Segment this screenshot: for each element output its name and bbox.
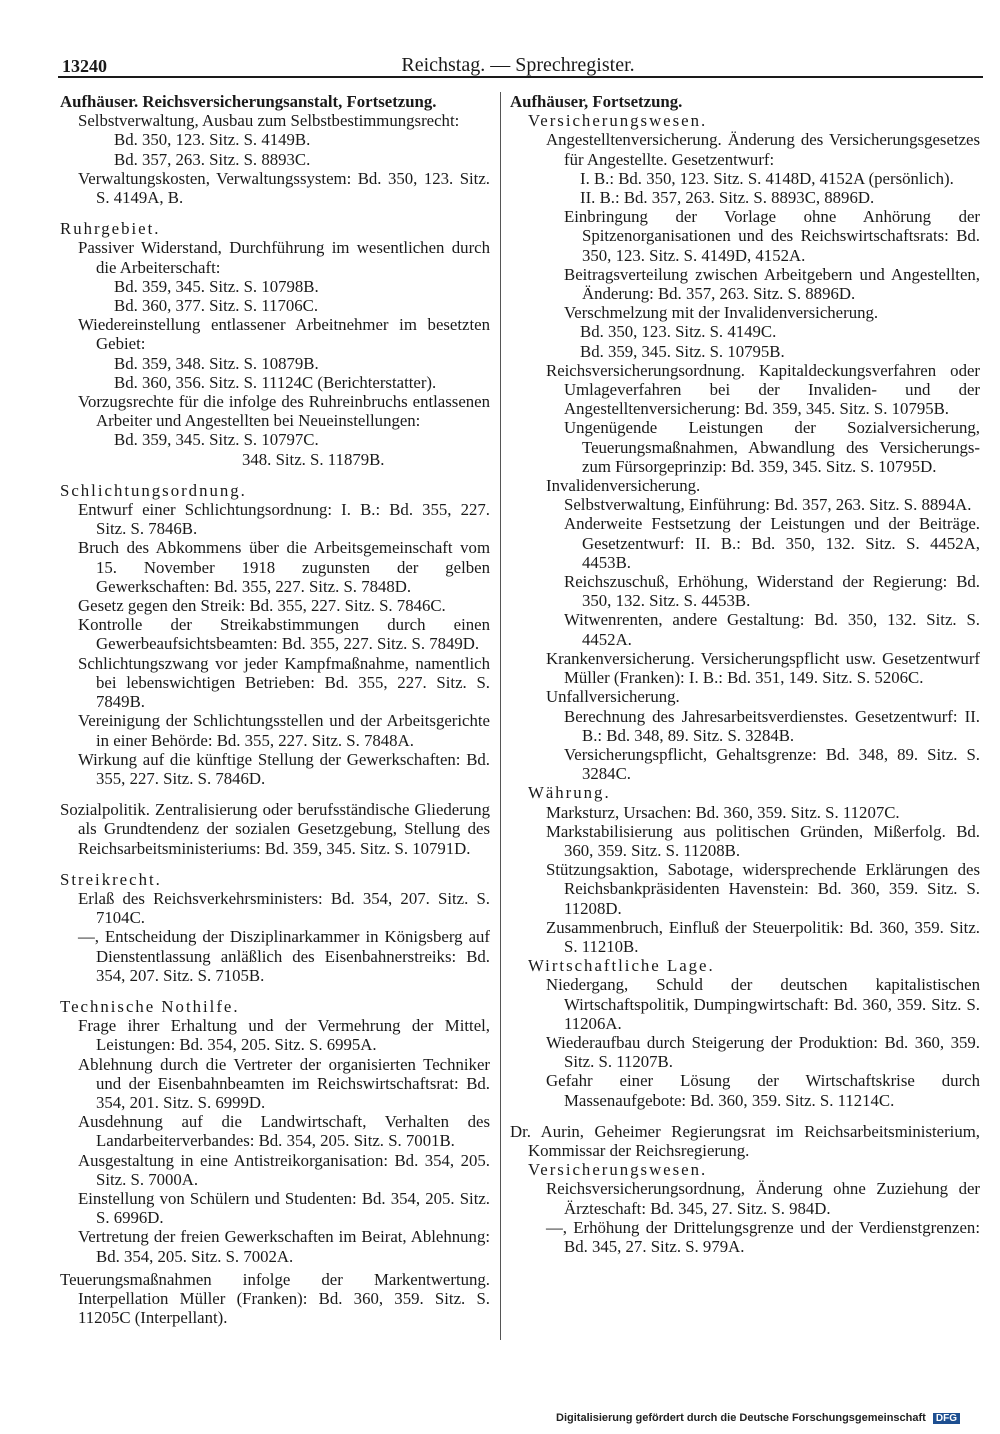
section-heading: Versicherungswesen. bbox=[528, 1160, 708, 1180]
entry: Einbringung der Vorlage ohne Anhörung der Spitzenorganisationen und des Reichswirtschaftsrats: Bd. 350, 123. Sitz. S. 4149D, 4152A. bbox=[564, 207, 980, 265]
entry-heading: Dr. Aurin, Geheimer Regierungsrat im Reichsarbeitsministerium, Kommissar der Reichsregierung. bbox=[510, 1121, 980, 1160]
entry: Ungenügende Leistungen der Sozialversicherung, Teuerungsmaßnahmen, Abwandlung des Versicherungs- zum Fürsorgeprinzip: Bd. 359, 345. Sitz. S. 10795D. bbox=[564, 418, 980, 476]
entry: Ablehnung durch die Vertreter der organisierten Techniker und der Eisenbahnbeamten im Reichswirtschaftsrat: Bd. 354, 201. Sitz. S. 6999D. bbox=[78, 1054, 490, 1112]
entry: Invalidenversicherung. bbox=[546, 476, 701, 496]
entry: Schlichtungszwang vor jeder Kampfmaßnahme, namentlich bei lebenswichtigen Betrieben: Bd. 355, 227. Sitz. S. 7849B. bbox=[78, 653, 490, 712]
entry: Selbstverwaltung, Ausbau zum Selbstbestimmungsrecht: bbox=[78, 111, 460, 131]
entry-heading: Aufhäuser. Reichsversicherungsanstalt, Fortsetzung. bbox=[60, 92, 437, 111]
entry: Frage ihrer Erhaltung und der Vermehrung der Mittel, Leistungen: Bd. 354, 205. Sitz. S. 6995A. bbox=[78, 1016, 490, 1055]
entry: Vereinigung der Schlichtungsstellen und der Arbeitsgerichte in einer Behörde: Bd. 355, 227. Sitz. S. 7848A. bbox=[78, 711, 490, 750]
column-divider bbox=[500, 92, 501, 1340]
entry-ref: Bd. 359, 348. Sitz. S. 10879B. bbox=[114, 353, 319, 373]
entry: Beitragsverteilung zwischen Arbeitgebern und Angestellten, Änderung: Bd. 357, 263. Sitz. S. 8896D. bbox=[564, 264, 980, 304]
entry-ref: Bd. 360, 377. Sitz. S. 11706C. bbox=[114, 296, 319, 316]
entry-ref: Bd. 350, 123. Sitz. S. 4149C. bbox=[580, 322, 777, 342]
right-column bbox=[510, 92, 980, 1256]
section-heading: Streikrecht. bbox=[60, 869, 162, 889]
entry: Markstabilisierung aus politischen Gründen, Mißerfolg. Bd. 360, 359. Sitz. S. 11208B. bbox=[546, 821, 980, 860]
entry: Zusammenbruch, Einfluß der Steuerpolitik: Bd. 360, 359. Sitz. S. 11210B. bbox=[546, 917, 980, 956]
page-header bbox=[48, 52, 988, 78]
entry-ref: I. B.: Bd. 350, 123. Sitz. S. 4148D, 4152A (persönlich). bbox=[580, 168, 954, 188]
entry: Einstellung von Schülern und Studenten: Bd. 354, 205. Sitz. S. 6996D. bbox=[78, 1188, 490, 1228]
section-heading: Versicherungswesen. bbox=[528, 111, 708, 131]
entry: Wiederaufbau durch Steigerung der Produktion: Bd. 360, 359. Sitz. S. 11207B. bbox=[546, 1032, 980, 1072]
entry: Reichsversicherungsordnung, Änderung ohne Zuziehung der Ärzteschaft: Bd. 345, 27. Sitz. S. 984D. bbox=[546, 1179, 980, 1218]
entry: Anderweite Festsetzung der Leistungen und der Beiträge. Gesetzentwurf: II. B.: Bd. 350, 132. Sitz. S. 4452A, 4453B. bbox=[564, 514, 980, 572]
entry: Bruch des Abkommens über die Arbeitsgemeinschaft vom 15. November 1918 zugunsten der gelben Gewerkschaften: Bd. 355, 227. Sitz. S. 7848D. bbox=[78, 538, 490, 596]
left-column bbox=[60, 92, 490, 1327]
entry-ref: Bd. 359, 345. Sitz. S. 10797C. bbox=[114, 430, 319, 450]
section-heading: Schlichtungsordnung. bbox=[60, 480, 247, 500]
entry: Vorzugsrechte für die infolge des Ruhreinbruchs entlassenen Arbeiter und Angestellten bei Neueinstellungen: bbox=[78, 392, 490, 431]
entry: Niedergang, Schuld der deutschen kapitalistischen Wirtschaftspolitik, Dumpingwirtschaft: Bd. 360, 359. Sitz. S. 11206A. bbox=[546, 975, 980, 1033]
entry: Wiedereinstellung entlassener Arbeitnehmer im besetzten Gebiet: bbox=[78, 315, 490, 354]
entry: Stützungsaktion, Sabotage, widersprechende Erklärungen des Reichsbankpräsidenten Havenstein: Bd. 360, 359. Sitz. S. 11208D. bbox=[546, 860, 980, 918]
entry: Unfallversicherung. bbox=[546, 687, 680, 707]
entry: Verwaltungskosten, Verwaltungssystem: Bd. 350, 123. Sitz. S. 4149A, B. bbox=[78, 168, 490, 208]
page-number: 13240 bbox=[62, 56, 107, 76]
section-heading: Wirtschaftliche Lage. bbox=[528, 956, 715, 976]
entry: Erlaß des Reichsverkehrsministers: Bd. 354, 207. Sitz. S. 7104C. bbox=[78, 888, 490, 928]
entry: Ausgestaltung in eine Antistreikorganisation: Bd. 354, 205. Sitz. S. 7000A. bbox=[78, 1150, 490, 1189]
entry: Selbstverwaltung, Einführung: Bd. 357, 263. Sitz. S. 8894A. bbox=[564, 495, 972, 515]
entry-ref: 348. Sitz. S. 11879B. bbox=[242, 449, 385, 469]
section-heading: Technische Nothilfe. bbox=[60, 996, 240, 1016]
entry-ref: Bd. 357, 263. Sitz. S. 8893C. bbox=[114, 149, 311, 169]
entry: —, Entscheidung der Disziplinarkammer in Königsberg auf Dienstentlassung anläßlich des Eisenbahnerstreiks: Bd. 354, 207. Sitz. S. 7105B. bbox=[78, 927, 490, 985]
section-entry: Sozialpolitik. Zentralisierung oder berufsständische Gliederung als Grundtendenz der sozialen Gesetzgebung, Stellung des Reichsarbeitsministeriums: Bd. 359, 345. Sitz. S. 10791D. bbox=[60, 800, 490, 858]
entry: Witwenrenten, andere Gestaltung: Bd. 350, 132. Sitz. S. 4452A. bbox=[564, 610, 980, 649]
section-entry: Teuerungsmaßnahmen infolge der Markentwertung. Interpellation Müller (Franken): Bd. 360, 359. Sitz. S. 11205C (Interpellant). bbox=[60, 1269, 490, 1328]
entry-ref: Bd. 360, 356. Sitz. S. 11124C (Berichterstatter). bbox=[114, 372, 437, 392]
entry: Angestelltenversicherung. Änderung des Versicherungsgesetzes für Angestellte. Gesetzentwurf: bbox=[546, 130, 980, 169]
section-heading: Ruhrgebiet. bbox=[60, 219, 161, 239]
entry-heading: Aufhäuser, Fortsetzung. bbox=[510, 92, 683, 111]
entry-ref: Bd. 359, 345. Sitz. S. 10798B. bbox=[114, 276, 319, 296]
entry-ref: Bd. 359, 345. Sitz. S. 10795B. bbox=[580, 341, 785, 361]
entry: Ausdehnung auf die Landwirtschaft, Verhalten des Landarbeiterverbandes: Bd. 354, 205. Sitz. S. 7001B. bbox=[78, 1112, 490, 1151]
entry: Wirkung auf die künftige Stellung der Gewerkschaften: Bd. 355, 227. Sitz. S. 7846D. bbox=[78, 749, 490, 788]
entry: Reichszuschuß, Erhöhung, Widerstand der Regierung: Bd. 350, 132. Sitz. S. 4453B. bbox=[564, 572, 980, 611]
header-rule bbox=[58, 76, 983, 78]
entry: Versicherungspflicht, Gehaltsgrenze: Bd. 348, 89. Sitz. S. 3284C. bbox=[564, 744, 980, 784]
footer bbox=[556, 1412, 960, 1424]
entry-ref: II. B.: Bd. 357, 263. Sitz. S. 8893C, 8896D. bbox=[580, 188, 875, 208]
entry: Vertretung der freien Gewerkschaften im Beirat, Ablehnung: Bd. 354, 205. Sitz. S. 7002A. bbox=[78, 1227, 490, 1266]
entry: Reichsversicherungsordnung. Kapitaldeckungsverfahren oder Umlageverfahren bei der Invaliden- und der Angestelltenversicherung: Bd. 359, 345. Sitz. S. 10795B. bbox=[546, 360, 980, 419]
entry: Kontrolle der Streikabstimmungen durch einen Gewerbeaufsichtsbeamten: Bd. 355, 227. Sitz. S. 7849D. bbox=[78, 615, 490, 654]
entry: —, Erhöhung der Drittelungsgrenze und der Verdienstgrenzen: Bd. 345, 27. Sitz. S. 979A. bbox=[546, 1217, 980, 1256]
entry: Krankenversicherung. Versicherungspflicht usw. Gesetzentwurf Müller (Franken): I. B.: Bd. 351, 149. Sitz. S. 5206C. bbox=[546, 648, 980, 688]
entry: Gesetz gegen den Streik: Bd. 355, 227. Sitz. S. 7846C. bbox=[78, 596, 446, 616]
entry: Gefahr einer Lösung der Wirtschaftskrise durch Massenaufgebote: Bd. 360, 359. Sitz. S. 11214C. bbox=[546, 1071, 980, 1110]
running-title: Reichstag. — Sprechregister. bbox=[401, 54, 635, 76]
footer-text: Digitalisierung gefördert durch die Deutsche Forschungsgemeinschaft bbox=[556, 1412, 926, 1424]
entry: Passiver Widerstand, Durchführung im wesentlichen durch die Arbeiterschaft: bbox=[78, 238, 490, 277]
entry: Berechnung des Jahresarbeitsverdienstes. Gesetzentwurf: II. B.: Bd. 348, 89. Sitz. S. 3284B. bbox=[564, 706, 980, 745]
entry-ref: Bd. 350, 123. Sitz. S. 4149B. bbox=[114, 130, 311, 150]
entry: Entwurf einer Schlichtungsordnung: I. B.: Bd. 355, 227. Sitz. S. 7846B. bbox=[78, 500, 490, 539]
entry: Marksturz, Ursachen: Bd. 360, 359. Sitz. S. 11207C. bbox=[546, 802, 900, 822]
entry: Verschmelzung mit der Invalidenversicherung. bbox=[564, 303, 879, 323]
dfg-logo: DFG bbox=[933, 1413, 960, 1424]
section-heading: Währung. bbox=[528, 783, 611, 803]
